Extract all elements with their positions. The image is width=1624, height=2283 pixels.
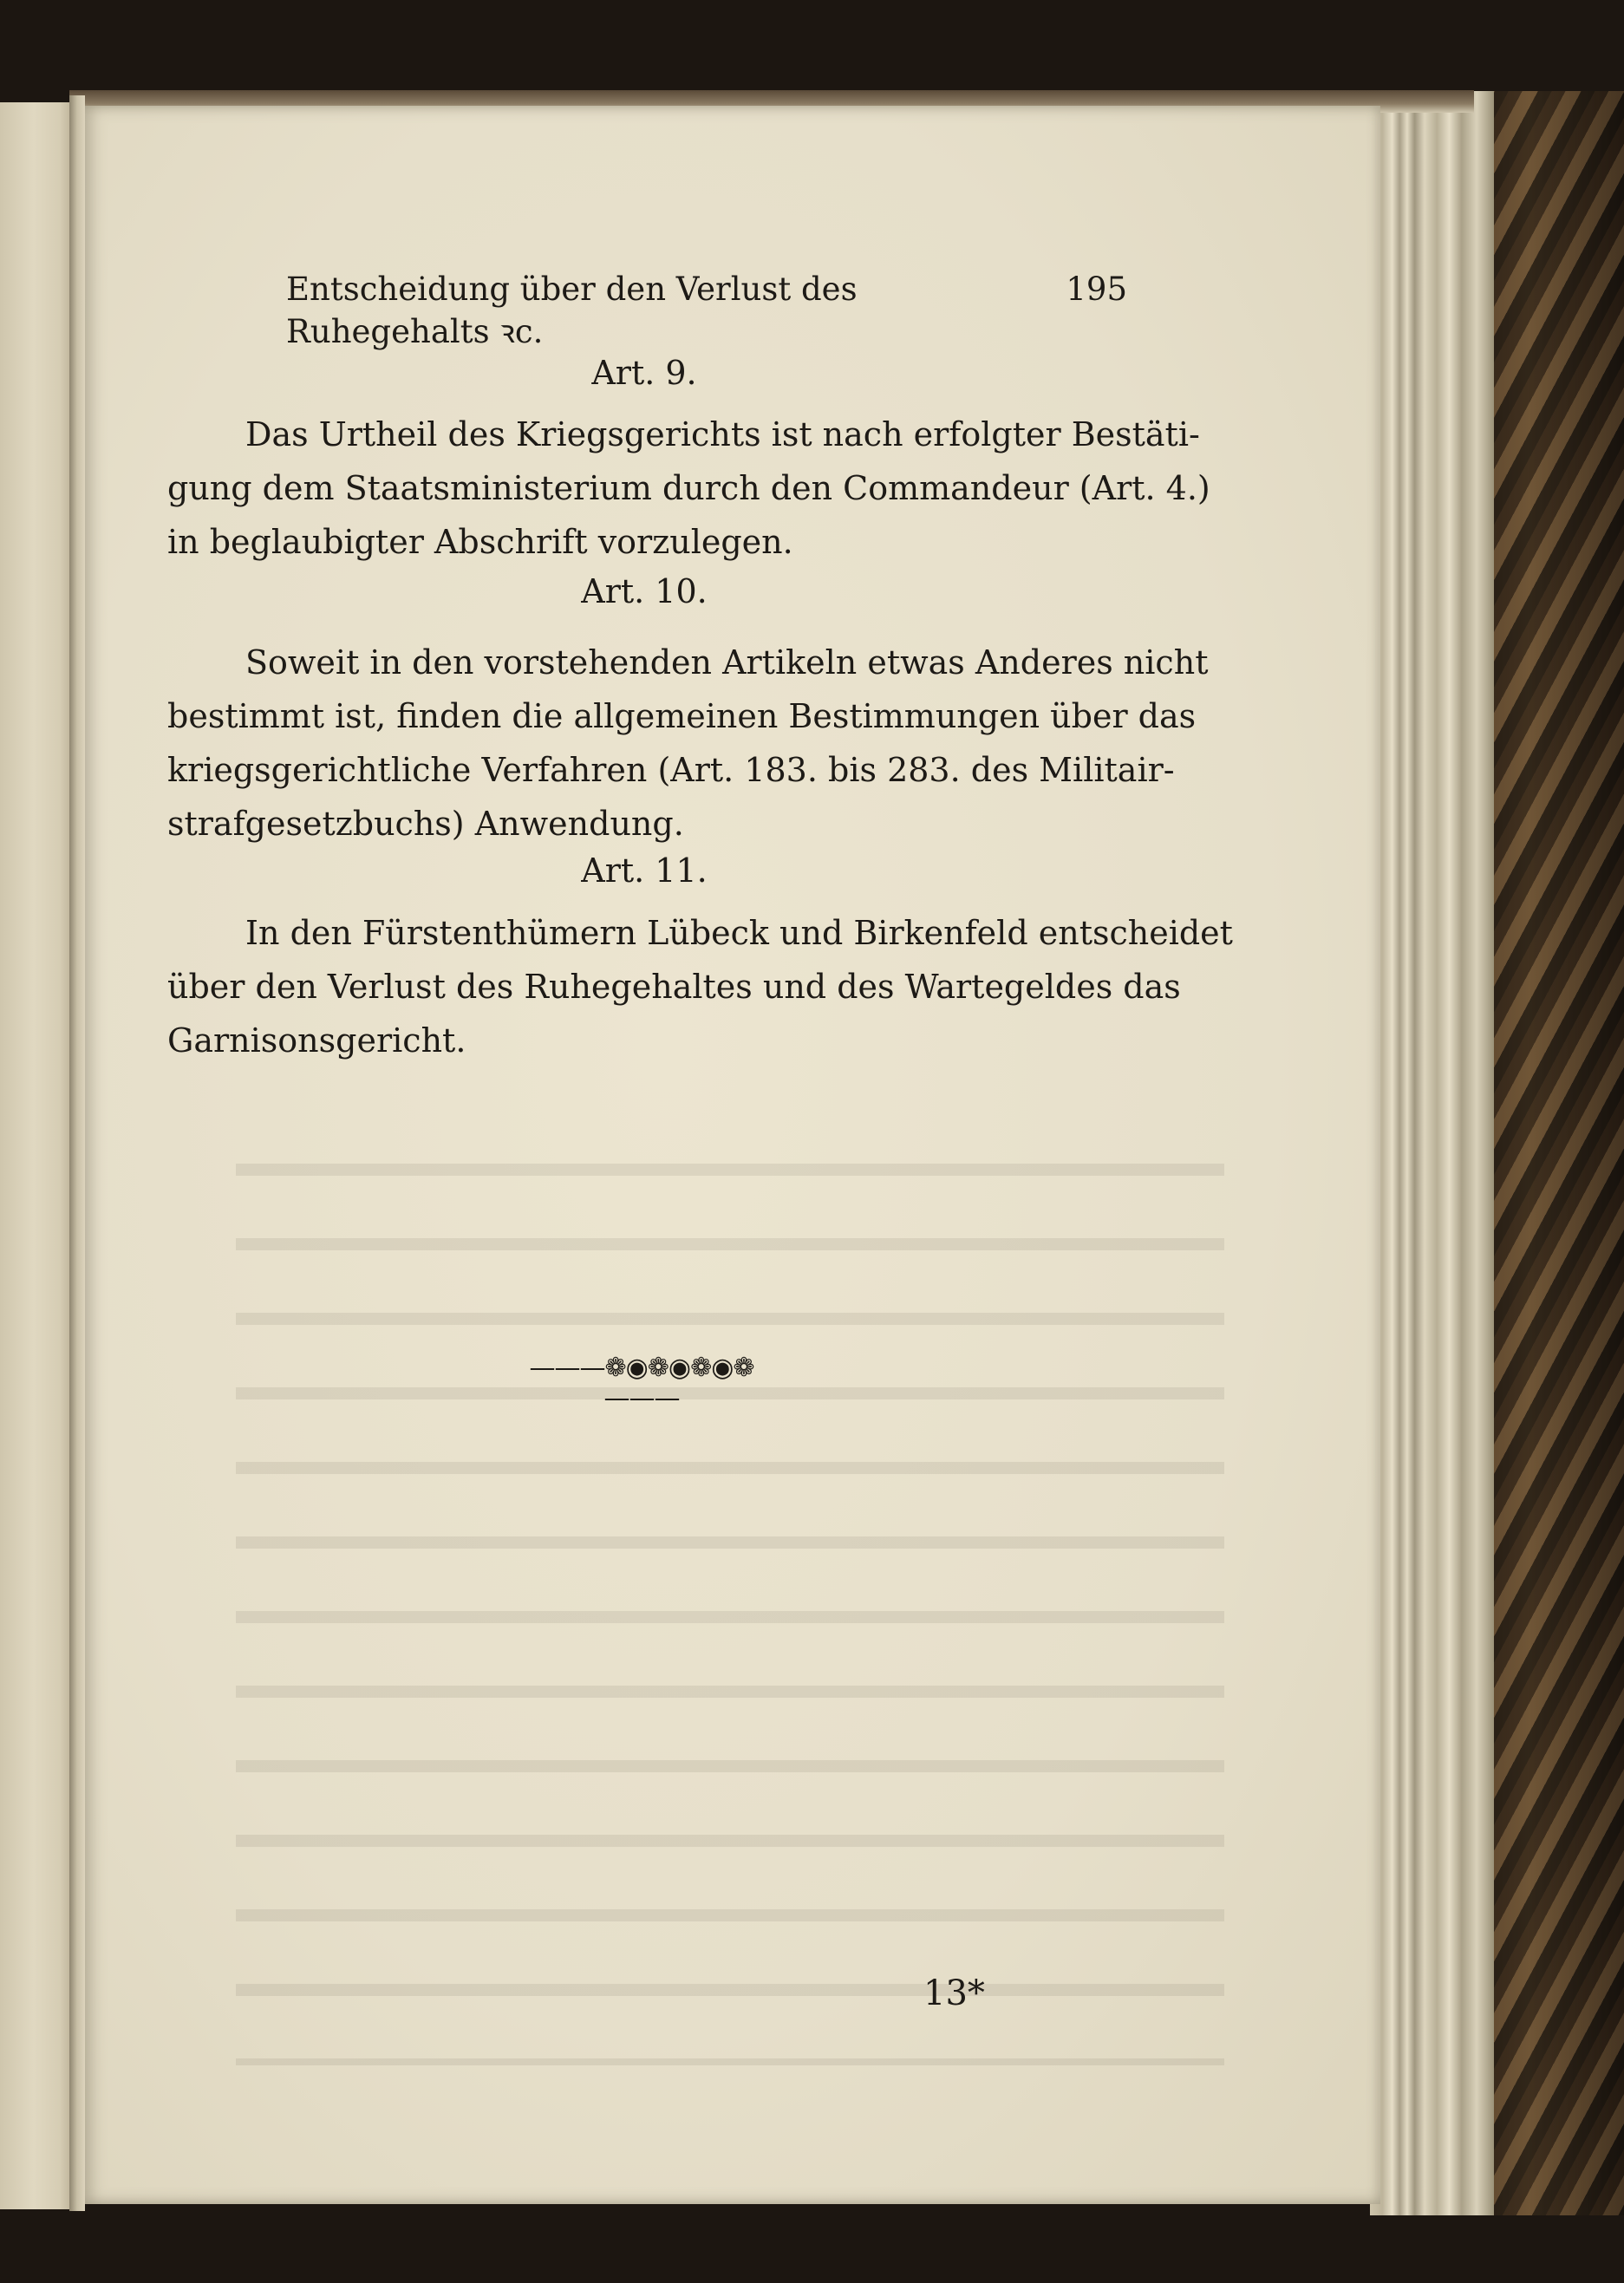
text-line: strafgesetzbuchs) Anwendung. <box>167 805 684 843</box>
text-line: in beglaubigter Abschrift vorzulegen. <box>167 523 793 561</box>
ornamental-divider: ———❁◉❁◉❁◉❁——— <box>529 1353 754 1413</box>
text-line: kriegsgerichtliche Verfahren (Art. 183. bis 283. des Militair- <box>167 751 1175 789</box>
show-through-text <box>236 1138 1224 2065</box>
article-paragraph <box>167 408 1210 569</box>
text-line: Garnisonsgericht. <box>167 1021 466 1060</box>
text-line: Das Urtheil des Kriegsgerichts ist nach erfolgter Bestäti- <box>245 415 1200 453</box>
text-line: Soweit in den vorstehenden Artikeln etwas Anderes nicht <box>245 643 1209 682</box>
text-line: über den Verlust des Ruhegehaltes und des Wartegeldes das <box>167 968 1181 1006</box>
text-line: bestimmt ist, finden die allgemeinen Bestimmungen über das <box>167 697 1197 735</box>
article-heading: Art. 10. <box>581 572 708 610</box>
running-title: Entscheidung über den Verlust des Ruhegehalts ꝛc. <box>286 271 858 350</box>
text-line: In den Fürstenthümern Lübeck und Birkenfeld entscheidet <box>245 914 1233 952</box>
text-line: gung dem Staatsministerium durch den Commandeur (Art. 4.) <box>167 469 1210 507</box>
signature-mark: 13* <box>923 1973 985 2013</box>
article-paragraph <box>167 636 1209 851</box>
page-block-edges <box>1370 91 1494 2215</box>
running-header <box>286 271 1127 352</box>
page-number: 195 <box>1066 271 1127 308</box>
article-heading: Art. 11. <box>581 851 708 890</box>
facing-page-edge <box>0 102 75 2209</box>
article-heading: Art. 9. <box>591 354 697 392</box>
gutter <box>69 95 85 2211</box>
article-paragraph <box>167 906 1233 1067</box>
